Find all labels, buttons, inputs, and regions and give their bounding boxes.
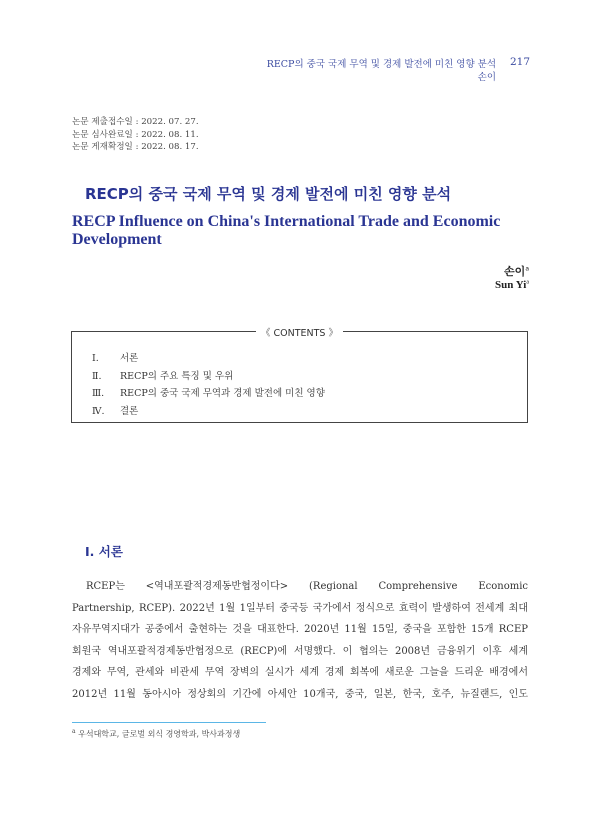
toc-item-1 xyxy=(92,350,325,368)
toc-num: Ⅳ. xyxy=(92,405,105,417)
author-marker-en: a xyxy=(526,279,529,286)
footnote-text: 우석대학교, 글로벌 외식 경영학과, 박사과정생 xyxy=(78,729,241,739)
author-name-ko-text: 손이 xyxy=(504,265,526,278)
date-submitted: 논문 제출접수일 : 2022. 07. 27. xyxy=(72,117,199,127)
table-of-contents xyxy=(71,332,528,423)
body-line: 2012년 11월 동아시아 정상회의 기간에 아세안 10개국, 중국, 일본, 한국, 호주, 뉴질랜드, 인도 xyxy=(72,688,528,700)
contents-label: 《 CONTENTS 》 xyxy=(260,328,338,339)
toc-num: Ⅱ. xyxy=(92,370,102,382)
page-number: 217 xyxy=(509,56,530,68)
author-name-korean xyxy=(504,263,529,279)
footnote xyxy=(72,728,240,740)
toc-num: Ⅲ. xyxy=(92,388,105,399)
toc-item-2 xyxy=(92,368,325,386)
body-line: Partnership, RCEP). 2022년 1월 1일부터 중국등 국가에서 정식으로 효력이 발생하여 전세계 최대 xyxy=(72,602,528,614)
author-name-en-text: Sun Yi xyxy=(495,279,527,291)
body-line: 경제와 무역, 관세와 비관세 무역 장벽의 실시가 세계 경제 회복에 새로운 그늘을 드리운 배경에서 xyxy=(72,667,528,678)
section-heading-introduction: Ⅰ. 서론 xyxy=(85,544,123,559)
header-title: RECP의 중국 국제 무역 및 경제 발전에 미친 영향 분석 xyxy=(266,59,496,70)
toc-text: 서론 xyxy=(120,353,139,364)
date-reviewed: 논문 심사완료일 : 2022. 08. 11. xyxy=(72,129,199,140)
toc-item-3 xyxy=(92,385,325,403)
body-paragraph xyxy=(72,576,528,705)
paper-title-korean: RECP의 중국 국제 무역 및 경제 발전에 미친 영향 분석 xyxy=(85,185,452,203)
toc-text: RECP의 주요 특징 및 우위 xyxy=(120,370,234,382)
body-line: 회원국 역내포괄적경제동반협정으로 (RECP)에 서명했다. 이 협의는 2008년 금융위기 이후 세계 xyxy=(72,645,528,657)
toc-text: 결론 xyxy=(120,405,139,417)
header-author: 손이 xyxy=(477,72,496,83)
author-name-english xyxy=(495,279,529,291)
footnote-marker: a xyxy=(72,728,76,735)
body-line: RCEP는 <역내포괄적경제동반협정이다> (Regional Comprehensive Economic xyxy=(86,581,528,592)
body-line: 자유무역지대가 공중에서 출현하는 것을 대표한다. 2020년 11월 15일, 중국을 포함한 15개 RCEP xyxy=(72,624,528,635)
toc-list xyxy=(92,350,325,420)
submission-dates xyxy=(72,116,199,154)
running-header xyxy=(130,56,530,92)
footnote-divider xyxy=(72,722,266,723)
toc-item-4 xyxy=(92,403,325,421)
author-marker: a xyxy=(525,265,529,273)
paper-title-english: RECP Influence on China's International Trade and Economic Development xyxy=(72,213,501,248)
toc-num: Ⅰ. xyxy=(92,353,99,364)
date-accepted: 논문 게재확정일 : 2022. 08. 17. xyxy=(72,142,199,153)
toc-text: RECP의 중국 국제 무역과 경제 발전에 미친 영향 xyxy=(120,388,325,399)
